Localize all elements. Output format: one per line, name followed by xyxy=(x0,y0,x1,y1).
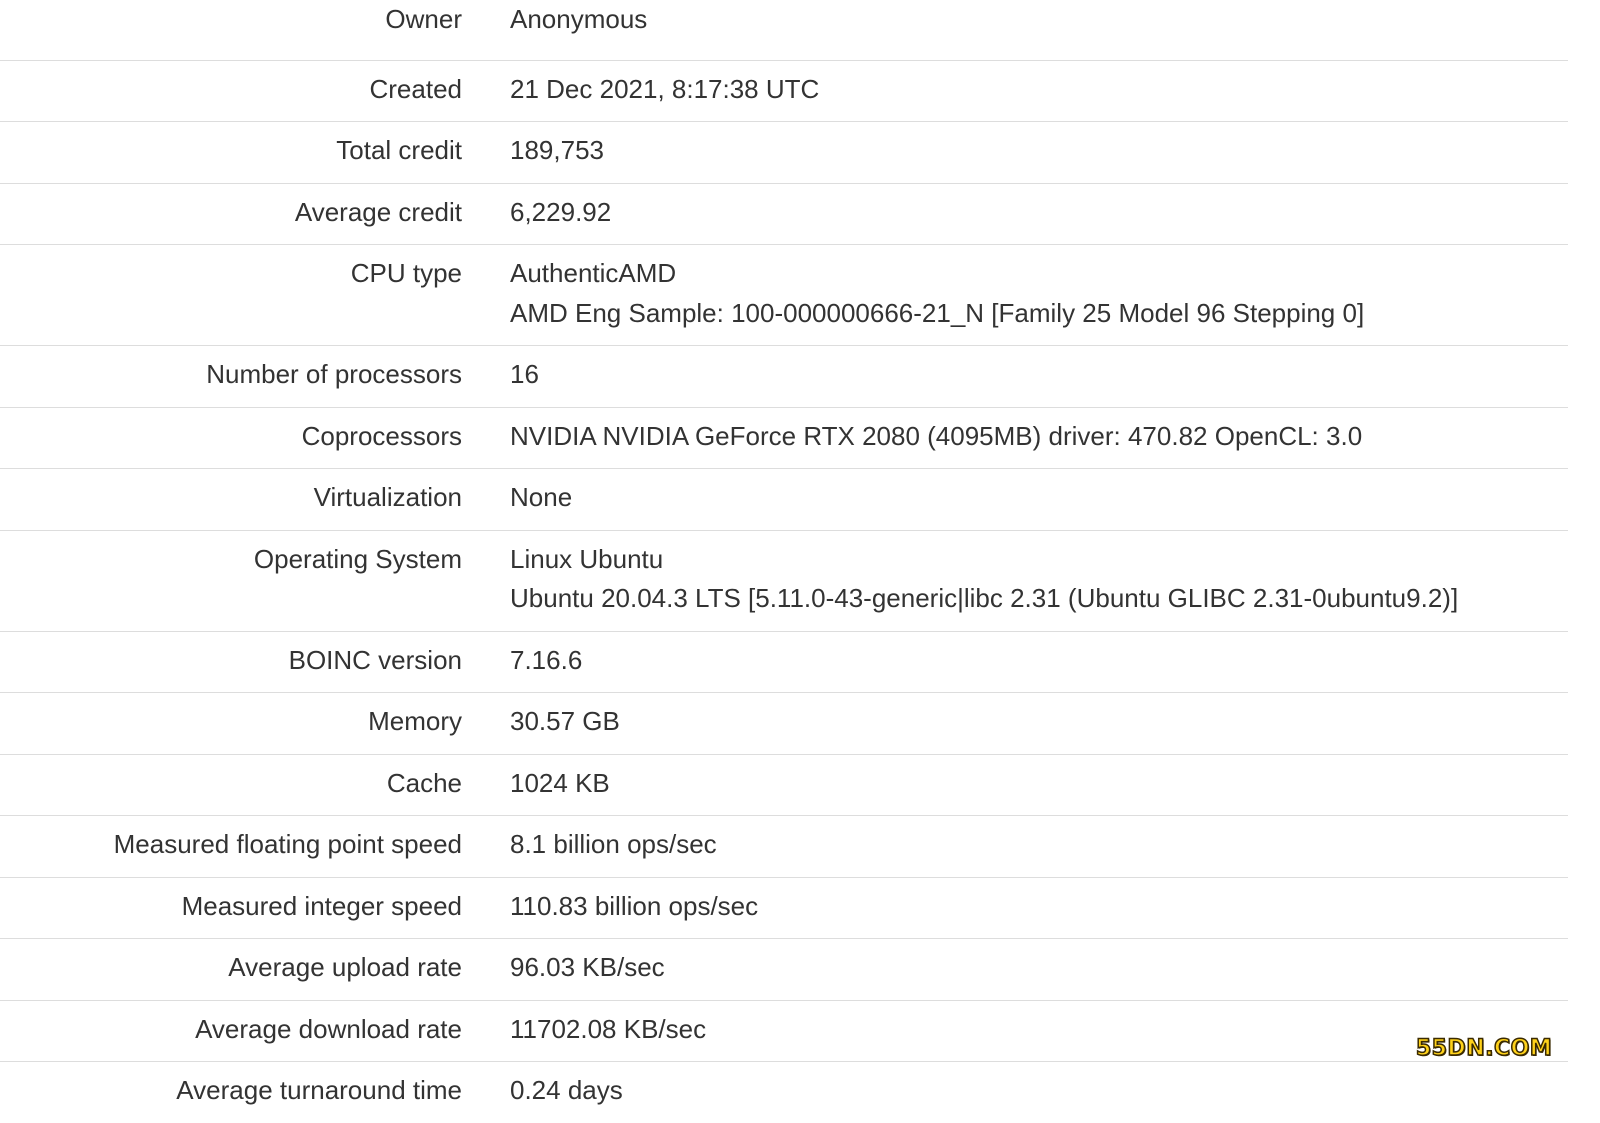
detail-label: Virtualization xyxy=(313,482,462,512)
detail-value xyxy=(462,245,1568,346)
detail-value xyxy=(462,122,1568,184)
detail-label: Total credit xyxy=(336,135,462,165)
detail-value-line: 6,229.92 xyxy=(510,196,612,227)
detail-value-line: Anonymous xyxy=(510,4,648,34)
detail-row xyxy=(0,60,1568,122)
detail-row xyxy=(0,939,1568,1001)
detail-value-line: AuthenticAMD xyxy=(510,258,677,288)
detail-value-line: 16 xyxy=(510,359,539,389)
detail-value-line: 21 Dec 2021, 8:17:38 UTC xyxy=(510,73,820,104)
detail-label: Average turnaround time xyxy=(176,1075,462,1105)
detail-row xyxy=(0,469,1568,531)
detail-label: Measured floating point speed xyxy=(113,829,462,859)
detail-value xyxy=(462,1000,1568,1062)
detail-value xyxy=(462,816,1568,878)
detail-value-line: Linux Ubuntu xyxy=(510,543,664,574)
detail-row xyxy=(0,1000,1568,1062)
detail-value-line: AMD Eng Sample: 100-000000666-21_N [Family 25 Model 96 Stepping 0] xyxy=(510,297,1365,328)
detail-row xyxy=(0,122,1568,184)
detail-row xyxy=(0,530,1568,631)
detail-value xyxy=(462,469,1568,531)
detail-value xyxy=(462,631,1568,693)
detail-label: Memory xyxy=(368,706,462,736)
detail-label: Operating System xyxy=(253,543,462,574)
detail-row xyxy=(0,816,1568,878)
detail-label: Measured integer speed xyxy=(181,890,462,921)
detail-row xyxy=(0,407,1568,469)
detail-label: Created xyxy=(369,73,462,104)
detail-value-line: 96.03 KB/sec xyxy=(510,952,665,982)
detail-value xyxy=(462,346,1568,408)
detail-row xyxy=(0,693,1568,755)
detail-label: Number of processors xyxy=(206,359,462,389)
detail-row xyxy=(0,245,1568,346)
detail-label: CPU type xyxy=(350,258,462,288)
detail-label: Cache xyxy=(386,767,462,798)
detail-label: Owner xyxy=(385,4,462,34)
detail-label: Average credit xyxy=(294,196,462,227)
detail-row xyxy=(0,754,1568,816)
detail-value-line: 11702.08 KB/sec xyxy=(510,1013,707,1044)
detail-value xyxy=(462,877,1568,939)
detail-value-line: 30.57 GB xyxy=(510,706,620,736)
detail-value-line: 1024 KB xyxy=(510,767,610,798)
detail-value-line: NVIDIA NVIDIA GeForce RTX 2080 (4095MB) driver: 470.82 OpenCL: 3.0 xyxy=(510,420,1363,451)
detail-value xyxy=(462,939,1568,1001)
detail-row xyxy=(0,631,1568,693)
detail-value-line: Ubuntu 20.04.3 LTS [5.11.0-43-generic|libc 2.31 (Ubuntu GLIBC 2.31-0ubuntu9.2)] xyxy=(510,583,1459,613)
detail-label: BOINC version xyxy=(288,644,462,675)
detail-value xyxy=(462,183,1568,245)
detail-value xyxy=(462,60,1568,122)
detail-value-line: 189,753 xyxy=(510,135,604,165)
detail-row xyxy=(0,346,1568,408)
detail-row xyxy=(0,0,1568,60)
detail-label: Average download rate xyxy=(195,1013,462,1044)
detail-value xyxy=(462,1062,1568,1123)
detail-label: Average upload rate xyxy=(228,952,462,982)
detail-value-line: 8.1 billion ops/sec xyxy=(510,829,717,859)
detail-value xyxy=(462,530,1568,631)
detail-row xyxy=(0,183,1568,245)
detail-row xyxy=(0,1062,1568,1123)
site-watermark: 55DN.COM xyxy=(1415,1035,1553,1061)
detail-value-line: 110.83 billion ops/sec xyxy=(510,890,759,921)
detail-value xyxy=(462,754,1568,816)
detail-row xyxy=(0,877,1568,939)
detail-value-line: 0.24 days xyxy=(510,1075,623,1105)
detail-value-line: None xyxy=(510,482,573,512)
detail-value-line: 7.16.6 xyxy=(510,644,583,675)
detail-label: Coprocessors xyxy=(301,420,462,451)
detail-value xyxy=(462,0,1568,60)
detail-value xyxy=(462,407,1568,469)
detail-value xyxy=(462,693,1568,755)
